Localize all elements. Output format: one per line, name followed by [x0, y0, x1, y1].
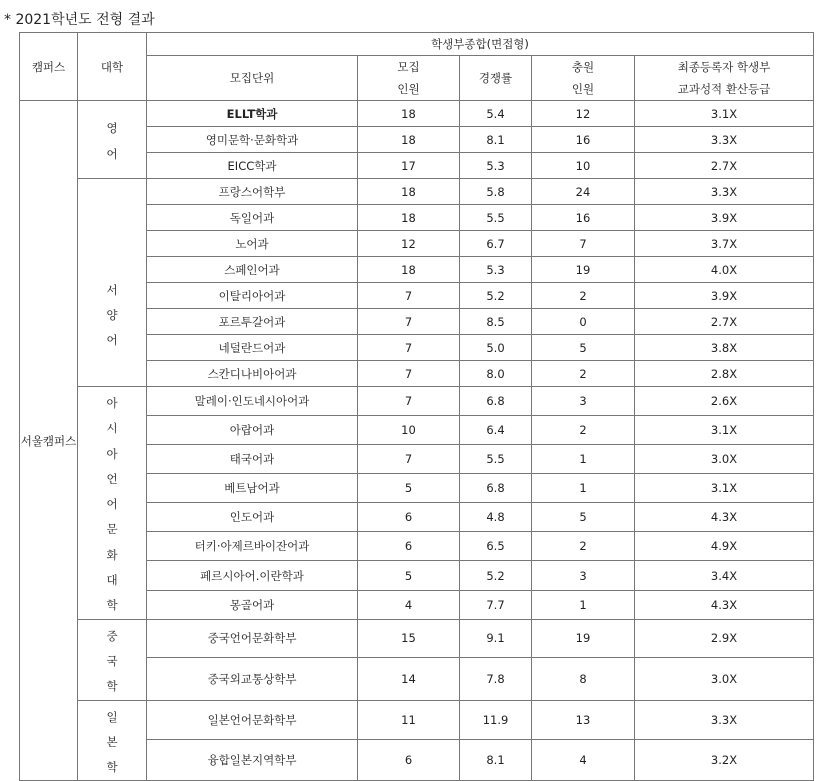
quota-cell: 18 — [358, 205, 460, 231]
grade-cell: 2.7X — [635, 153, 814, 179]
header-grade-line2: 교과성적 환산등급 — [677, 82, 771, 96]
extra-cell: 0 — [532, 309, 635, 335]
competition-cell: 5.5 — [460, 445, 532, 474]
quota-cell: 18 — [358, 101, 460, 127]
quota-cell: 7 — [358, 361, 460, 387]
college-char: 아 — [106, 396, 118, 410]
college-char: 어 — [106, 333, 118, 348]
unit-cell: 노어과 — [147, 231, 358, 257]
page-title: * 2021학년도 전형 결과 — [4, 12, 155, 28]
college-char: 본 — [106, 734, 118, 749]
table-row — [20, 387, 814, 416]
quota-cell: 7 — [358, 445, 460, 474]
college-char: 아 — [106, 446, 118, 461]
quota-cell: 5 — [358, 474, 460, 503]
extra-cell: 1 — [532, 474, 635, 503]
college-char: 문 — [106, 522, 118, 537]
grade-cell: 3.2X — [635, 740, 814, 781]
grade-cell: 4.9X — [635, 532, 814, 561]
competition-cell: 5.2 — [460, 283, 532, 309]
competition-cell: 7.8 — [460, 657, 532, 700]
competition-cell: 8.1 — [460, 740, 532, 781]
unit-cell: 네덜란드어과 — [147, 335, 358, 361]
grade-cell: 3.9X — [635, 283, 814, 309]
quota-cell: 7 — [358, 335, 460, 361]
unit-cell: 독일어과 — [147, 205, 358, 231]
competition-cell: 5.0 — [460, 335, 532, 361]
college-cell — [78, 700, 147, 781]
grade-cell: 3.9X — [635, 205, 814, 231]
competition-cell: 6.5 — [460, 532, 532, 561]
unit-cell: 인도어과 — [147, 503, 358, 532]
results-table — [19, 32, 814, 781]
extra-cell: 3 — [532, 387, 635, 416]
unit-cell: 중국외교통상학부 — [147, 657, 358, 700]
extra-cell: 2 — [532, 283, 635, 309]
quota-cell: 12 — [358, 231, 460, 257]
unit-cell: 스페인어과 — [147, 257, 358, 283]
table-row — [20, 619, 814, 657]
campus-cell: 서울캠퍼스 — [20, 101, 78, 781]
grade-cell: 3.4X — [635, 561, 814, 590]
quota-cell: 10 — [358, 416, 460, 445]
unit-cell: 페르시아어.이란학과 — [147, 561, 358, 590]
unit-cell: ELLT학과 — [147, 101, 358, 127]
grade-cell: 2.8X — [635, 361, 814, 387]
table-row — [20, 101, 814, 127]
unit-cell: 베트남어과 — [147, 474, 358, 503]
quota-cell: 7 — [358, 309, 460, 335]
quota-cell: 4 — [358, 590, 460, 619]
grade-cell: 3.0X — [635, 657, 814, 700]
competition-cell: 5.5 — [460, 205, 532, 231]
extra-cell: 12 — [532, 101, 635, 127]
college-cell — [78, 179, 147, 387]
grade-cell: 3.7X — [635, 231, 814, 257]
grade-cell: 3.1X — [635, 101, 814, 127]
extra-cell: 24 — [532, 179, 635, 205]
college-cell — [78, 101, 147, 179]
quota-cell: 18 — [358, 127, 460, 153]
extra-cell: 4 — [532, 740, 635, 781]
college-char: 시 — [106, 421, 118, 436]
header-quota — [358, 56, 460, 101]
competition-cell: 5.4 — [460, 101, 532, 127]
table-body — [20, 101, 814, 781]
college-char: 일 — [106, 709, 118, 724]
college-cell — [78, 619, 147, 700]
competition-cell: 6.8 — [460, 474, 532, 503]
grade-cell: 3.3X — [635, 700, 814, 740]
grade-cell: 4.3X — [635, 590, 814, 619]
quota-cell: 11 — [358, 700, 460, 740]
competition-cell: 8.5 — [460, 309, 532, 335]
header-extra-line2: 인원 — [571, 82, 595, 96]
unit-cell: 아랍어과 — [147, 416, 358, 445]
competition-cell: 9.1 — [460, 619, 532, 657]
quota-cell: 6 — [358, 532, 460, 561]
grade-cell: 4.3X — [635, 503, 814, 532]
grade-cell: 2.7X — [635, 309, 814, 335]
unit-cell: 말레이·인도네시아어과 — [147, 387, 358, 416]
quota-cell: 15 — [358, 619, 460, 657]
competition-cell: 5.8 — [460, 179, 532, 205]
grade-cell: 3.8X — [635, 335, 814, 361]
competition-cell: 6.7 — [460, 231, 532, 257]
quota-cell: 18 — [358, 179, 460, 205]
unit-cell: 영미문학·문화학과 — [147, 127, 358, 153]
header-admission-type: 학생부종합(면접형) — [147, 33, 814, 56]
extra-cell: 16 — [532, 127, 635, 153]
college-char: 양 — [106, 307, 118, 322]
quota-cell: 7 — [358, 283, 460, 309]
extra-cell: 13 — [532, 700, 635, 740]
header-quota-line2: 인원 — [397, 82, 420, 96]
extra-cell: 7 — [532, 231, 635, 257]
quota-cell: 5 — [358, 561, 460, 590]
extra-cell: 5 — [532, 503, 635, 532]
unit-cell: EICC학과 — [147, 153, 358, 179]
unit-cell: 프랑스어학부 — [147, 179, 358, 205]
unit-cell: 터키·아제르바이잔어과 — [147, 532, 358, 561]
header-grade-line1: 최종등록자 학생부 — [677, 60, 771, 74]
table-header — [20, 33, 814, 101]
header-extra — [532, 56, 635, 101]
extra-cell: 16 — [532, 205, 635, 231]
extra-cell: 3 — [532, 561, 635, 590]
college-char: 학 — [106, 679, 118, 694]
extra-cell: 2 — [532, 532, 635, 561]
header-competition: 경쟁률 — [460, 56, 532, 101]
extra-cell: 2 — [532, 361, 635, 387]
competition-cell: 8.0 — [460, 361, 532, 387]
table-row — [20, 179, 814, 205]
unit-cell: 스칸디나비아어과 — [147, 361, 358, 387]
quota-cell: 18 — [358, 257, 460, 283]
competition-cell: 6.8 — [460, 387, 532, 416]
college-char: 대 — [106, 573, 118, 588]
grade-cell: 3.3X — [635, 179, 814, 205]
college-char: 어 — [106, 146, 118, 161]
quota-cell: 7 — [358, 387, 460, 416]
quota-cell: 6 — [358, 740, 460, 781]
extra-cell: 1 — [532, 445, 635, 474]
quota-cell: 17 — [358, 153, 460, 179]
college-char: 언 — [106, 471, 118, 486]
competition-cell: 8.1 — [460, 127, 532, 153]
quota-cell: 6 — [358, 503, 460, 532]
unit-cell: 융합일본지역학부 — [147, 740, 358, 781]
college-char: 영 — [106, 121, 118, 136]
header-unit: 모집단위 — [147, 56, 358, 101]
college-char: 학 — [106, 598, 118, 613]
quota-cell: 14 — [358, 657, 460, 700]
extra-cell: 8 — [532, 657, 635, 700]
college-char: 국 — [106, 653, 118, 668]
grade-cell: 2.6X — [635, 387, 814, 416]
college-char: 어 — [106, 497, 118, 512]
college-char: 화 — [106, 547, 118, 562]
unit-cell: 몽골어과 — [147, 590, 358, 619]
competition-cell: 6.4 — [460, 416, 532, 445]
grade-cell: 3.3X — [635, 127, 814, 153]
college-cell — [78, 387, 147, 620]
competition-cell: 5.3 — [460, 153, 532, 179]
unit-cell: 중국언어문화학부 — [147, 619, 358, 657]
college-char: 학 — [106, 760, 118, 775]
unit-cell: 이탈리아어과 — [147, 283, 358, 309]
grade-cell: 4.0X — [635, 257, 814, 283]
unit-cell: 포르투갈어과 — [147, 309, 358, 335]
grade-cell: 3.1X — [635, 416, 814, 445]
grade-cell: 2.9X — [635, 619, 814, 657]
competition-cell: 5.3 — [460, 257, 532, 283]
grade-cell: 3.0X — [635, 445, 814, 474]
college-char: 중 — [106, 628, 118, 643]
extra-cell: 5 — [532, 335, 635, 361]
competition-cell: 7.7 — [460, 590, 532, 619]
header-college: 대학 — [78, 33, 147, 101]
extra-cell: 19 — [532, 619, 635, 657]
unit-cell: 태국어과 — [147, 445, 358, 474]
extra-cell: 1 — [532, 590, 635, 619]
header-extra-line1: 충원 — [571, 60, 595, 74]
header-quota-line1: 모집 — [397, 60, 420, 74]
table-row — [20, 700, 814, 740]
header-grade — [635, 56, 814, 101]
college-char: 서 — [106, 282, 118, 297]
grade-cell: 3.1X — [635, 474, 814, 503]
extra-cell: 2 — [532, 416, 635, 445]
competition-cell: 4.8 — [460, 503, 532, 532]
competition-cell: 11.9 — [460, 700, 532, 740]
header-campus: 캠퍼스 — [20, 33, 78, 101]
extra-cell: 19 — [532, 257, 635, 283]
extra-cell: 10 — [532, 153, 635, 179]
unit-cell: 일본언어문화학부 — [147, 700, 358, 740]
competition-cell: 5.2 — [460, 561, 532, 590]
